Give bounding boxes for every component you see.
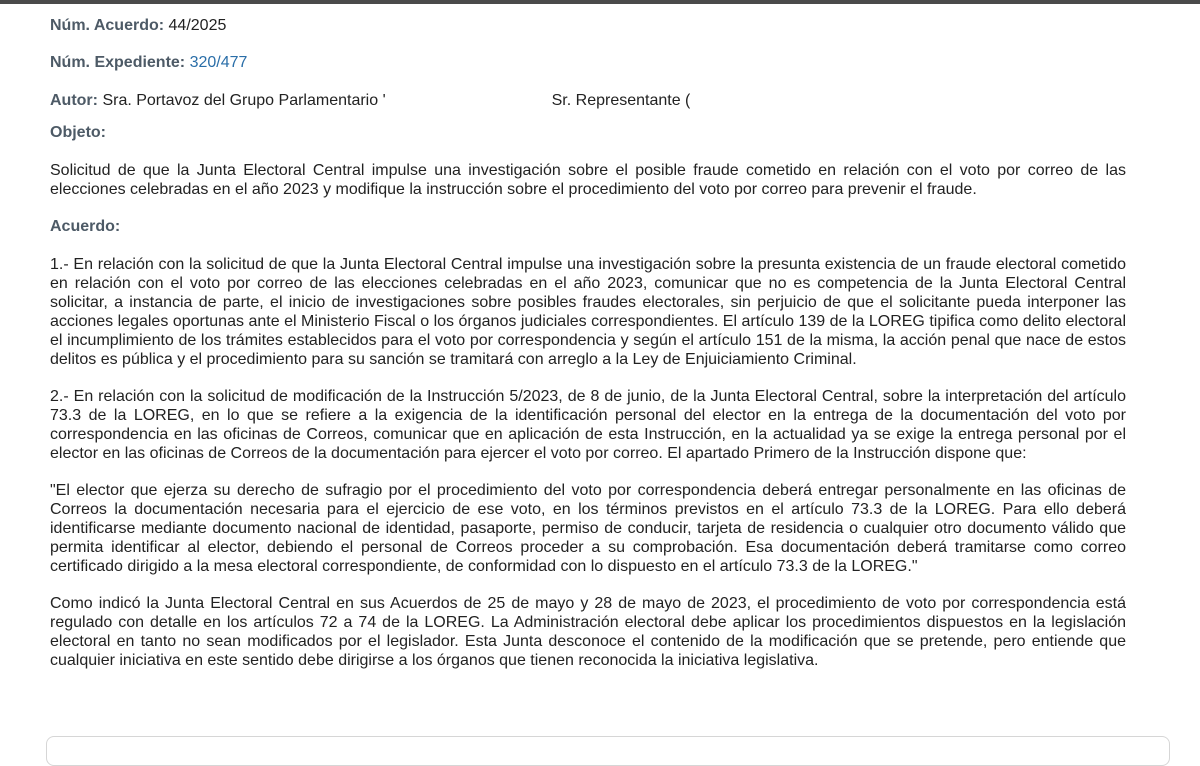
expediente-number-label: Núm. Expediente:	[50, 54, 186, 71]
agreement-document	[50, 16, 1126, 670]
expediente-number-link[interactable]: 320/477	[189, 54, 248, 71]
author-value-1: Sra. Portavoz del Grupo Parlamentario '	[102, 92, 386, 109]
top-border	[0, 0, 1200, 4]
acuerdo-number-label: Núm. Acuerdo:	[50, 17, 165, 34]
agreement-paragraph-2: 2.- En relación con la solicitud de modificación de la Instrucción 5/2023, de 8 de junio, de la Junta Electoral Central, sobre la interpretación del artículo 73.3 de la LOREG, en lo que se refiere a la exigencia de la identificación personal del elector en la entrega de la documentación del voto por correspondencia en las oficinas de Correos, comunicar que en aplicación de esta Instrucción, en la actualidad ya se exige la entrega personal por el elector en las oficinas de Correos de la documentación para ejercer el voto por correo. El apartado Primero de la Instrucción dispone que:	[50, 388, 1126, 462]
objeto-text: Solicitud de que la Junta Electoral Central impulse una investigación sobre el posible fraude cometido en relación con el voto por correo de las elecciones celebradas en el año 2023 y modifique la instrucción sobre el procedimiento del voto por correo para prevenir el fraude.	[50, 162, 1126, 198]
author-label: Autor:	[50, 92, 98, 109]
objeto-label: Objetо:	[50, 124, 106, 141]
acuerdo-number-value: 44/2025	[168, 17, 227, 34]
objeto-heading	[50, 123, 1126, 143]
author-row	[50, 91, 1126, 111]
agreement-paragraph-1: 1.- En relación con la solicitud de que la Junta Electoral Central impulse una investigación sobre la presunta existencia de un fraude electoral cometido en relación con el voto por correo de las elecciones celebradas en el año 2023, comunicar que no es competencia de la Junta Electoral Central solicitar, a instancia de parte, el inicio de investigaciones sobre posibles fraudes electorales, sin perjuicio de que el solicitante pueda interponer las acciones legales oportunas ante el Ministerio Fiscal o los órganos judiciales correspondientes. El artículo 139 de la LOREG tipifica como delito electoral el incumplimiento de los trámites establecidos para el voto por correspondencia y según el artículo 151 de la misma, la acción penal que nace de estos delitos es pública y el procedimiento para su sanción se tramitará con arreglo a la Ley de Enjuiciamiento Criminal.	[50, 256, 1126, 368]
quoted-instruction-paragraph: "El elector que ejerza su derecho de sufragio por el procedimiento del voto por correspondencia deberá entregar personalmente en las oficinas de Correos la documentación necesaria para el ejercicio de ese voto, en los términos previstos en el artículo 73.3 de la LOREG. Para ello deberá identificarse mediante documento nacional de identidad, pasaporte, permiso de conducir, tarjeta de residencia o cualquier otro documento válido que permita identificar al elector, debiendo el personal de Correos proceder a su comprobación. Esa documentación deberá tramitarse como correo certificado dirigido a la mesa electoral correspondiente, de conformidad con lo dispuesto en el artículo 73.3 de la LOREG."	[50, 482, 1126, 575]
expediente-number-row	[50, 53, 1126, 73]
acuerdo-heading-row	[50, 217, 1126, 237]
acuerdo-number-row	[50, 16, 1126, 36]
redacted-area	[386, 93, 552, 109]
author-value-2: Sr. Representante (	[551, 92, 691, 109]
acuerdo-heading: Acuerdo:	[50, 218, 121, 235]
redacted-area	[690, 93, 750, 109]
agreement-paragraph-3: Como indicó la Junta Electoral Central en sus Acuerdos de 25 de mayo y 28 de mayo de 2023, el procedimiento de voto por correspondencia está regulado con detalle en los artículos 72 a 74 de la LOREG. La Administración electoral debe aplicar los procedimientos dispuestos en la legislación electoral en tanto no sean modificados por el legislador. Esta Junta desconoce el contenido de la modificación que se pretende, pero entiende que cualquier iniciativa en este sentido debe dirigirse a los órganos que tienen reconocida la iniciativa legislativa.	[50, 595, 1126, 669]
next-card	[46, 736, 1170, 766]
